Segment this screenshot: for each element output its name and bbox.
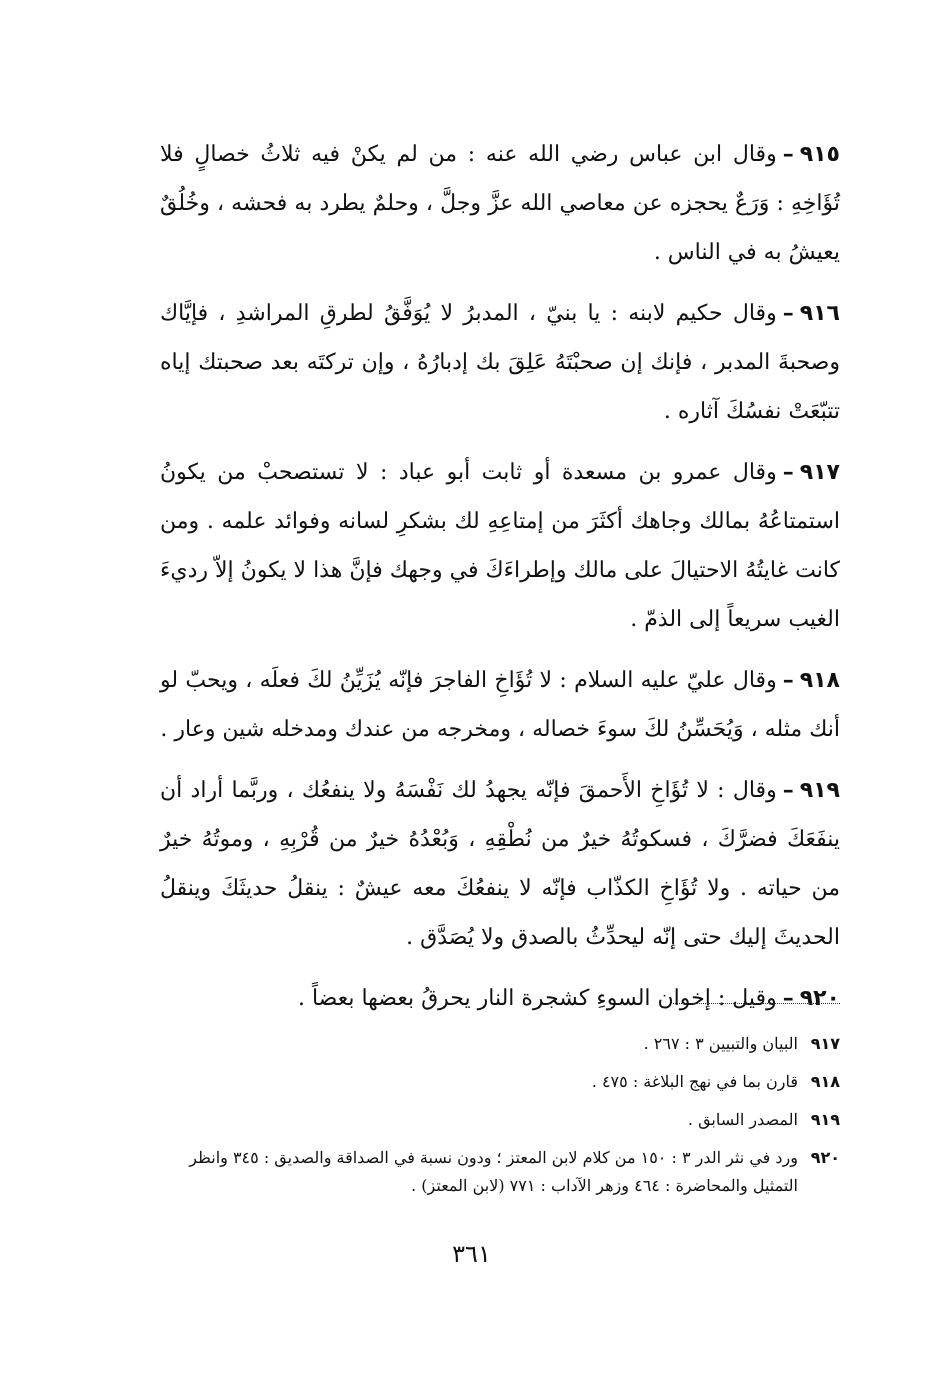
entry-text: وقال ابن عباس رضي الله عنه : من لم يكنْ فيه ثلاثُ خصالٍ فلا تُؤَاخِهِ : وَرَعٌ يحجزه عن معاصي الله عزَّ وجلَّ ، وحلمٌ يطرد به فحشه ، وخُلُقٌ يعيشُ به في الناس . bbox=[160, 142, 840, 265]
entry-917 bbox=[160, 448, 840, 644]
entry-number: ٩١٨ bbox=[799, 668, 840, 693]
entry-920 bbox=[160, 974, 840, 1023]
entry-number: ٩١٦ bbox=[799, 301, 840, 326]
entry-dash: – bbox=[782, 985, 794, 1011]
footnote-number: ٩١٨ bbox=[810, 1072, 840, 1091]
entry-dash: – bbox=[782, 777, 794, 803]
footnote-divider bbox=[673, 1003, 840, 1004]
entry-text: وقيل : إخوان السوءِ كشجرة النار يحرقُ بعضها بعضاً . bbox=[297, 986, 777, 1011]
entry-918 bbox=[160, 656, 840, 754]
entry-dash: – bbox=[782, 459, 794, 485]
entry-number: ٩٢٠ bbox=[799, 986, 840, 1011]
entry-text: وقال عليّ عليه السلام : لا تُؤَاخِ الفاجرَ فإنّه يُزَيِّنُ لكَ فعلَه ، ويحبّ لو أنك مثله ، وَيُحَسِّنُ لكَ سوءَ خصاله ، ومخرجه من عندك ومدخله شين وعار . bbox=[160, 668, 840, 742]
main-text-block bbox=[160, 130, 840, 1035]
footnotes-section bbox=[160, 1030, 840, 1210]
entry-number: ٩١٩ bbox=[799, 778, 840, 803]
entry-text: وقال حكيم لابنه : يا بنيّ ، المدبرُ لا يُوَفَّقُ لطرقِ المراشدِ ، فإيَّاك وصحبةَ المدبر ، فإنك إن صحبْتَهُ عَلِقَ بك إدبارُهُ ، وإن تركتَه بعد صحبتك إياه تتبّعَتْ نفسُكَ آثاره . bbox=[160, 301, 840, 424]
entry-text: وقال عمرو بن مسعدة أو ثابت أبو عباد : لا تستصحبْ من يكونُ استمتاعُهُ بمالك وجاهك أكثَرَ من إمتاعِهِ لك بشكرِ لسانه وفوائد علمه . ومن كانت غايتُهُ الاحتيالَ على مالك وإطراءَكَ في وجهك فإنَّ هذا لا يكونُ إلاّ رديءَ الغيب سريعاً إلى الذمّ . bbox=[160, 460, 840, 632]
footnote-920 bbox=[160, 1144, 840, 1200]
entry-text: وقال : لا تُؤَاخِ الأَحمقَ فإنّه يجهدُ لك نَفْسَهُ ولا ينفعُك ، وربَّما أراد أن ينفَعَكَ فضرَّكَ ، فسكوتُهُ خيرٌ من نُطْقِهِ ، وَبُعْدُهُ خيرٌ من قُرْبِهِ ، وموتُهُ خيرٌ من حياته . ولا تُؤَاخِ الكذّاب فإنّه لا ينفعُكَ معه عيشٌ : ينقلُ حديثَكَ وينقلُ الحديثَ إليك حتى إنّه ليحدِّثُ بالصدق ولا يُصَدَّق . bbox=[160, 778, 840, 950]
footnote-number: ٩١٩ bbox=[810, 1110, 840, 1129]
footnote-text: البيان والتبيين ٣ : ٢٦٧ . bbox=[643, 1034, 798, 1053]
entry-916 bbox=[160, 289, 840, 436]
entry-915 bbox=[160, 130, 840, 277]
page-number: ٣٦١ bbox=[452, 1240, 491, 1268]
footnote-text: المصدر السابق . bbox=[687, 1110, 798, 1129]
entry-dash: – bbox=[782, 300, 794, 326]
footnote-919 bbox=[160, 1106, 840, 1134]
footnote-number: ٩١٧ bbox=[810, 1034, 840, 1053]
footnote-number: ٩٢٠ bbox=[810, 1148, 840, 1167]
footnote-917 bbox=[160, 1030, 840, 1058]
footnote-text: ورد في نثر الدر ٣ : ١٥٠ من كلام لابن المعتز ؛ ودون نسبة في الصداقة والصديق : ٣٤٥ وانظر التمثيل والمحاضرة : ٤٦٤ وزهر الآداب : ٧٧١ (لابن المعتز) . bbox=[189, 1148, 798, 1195]
footnote-text: قارن بما في نهج البلاغة : ٤٧٥ . bbox=[591, 1072, 798, 1091]
entry-dash: – bbox=[782, 141, 794, 167]
entry-number: ٩١٥ bbox=[799, 142, 840, 167]
footnote-918 bbox=[160, 1068, 840, 1096]
entry-919 bbox=[160, 766, 840, 962]
entry-number: ٩١٧ bbox=[799, 460, 840, 485]
entry-dash: – bbox=[782, 667, 794, 693]
